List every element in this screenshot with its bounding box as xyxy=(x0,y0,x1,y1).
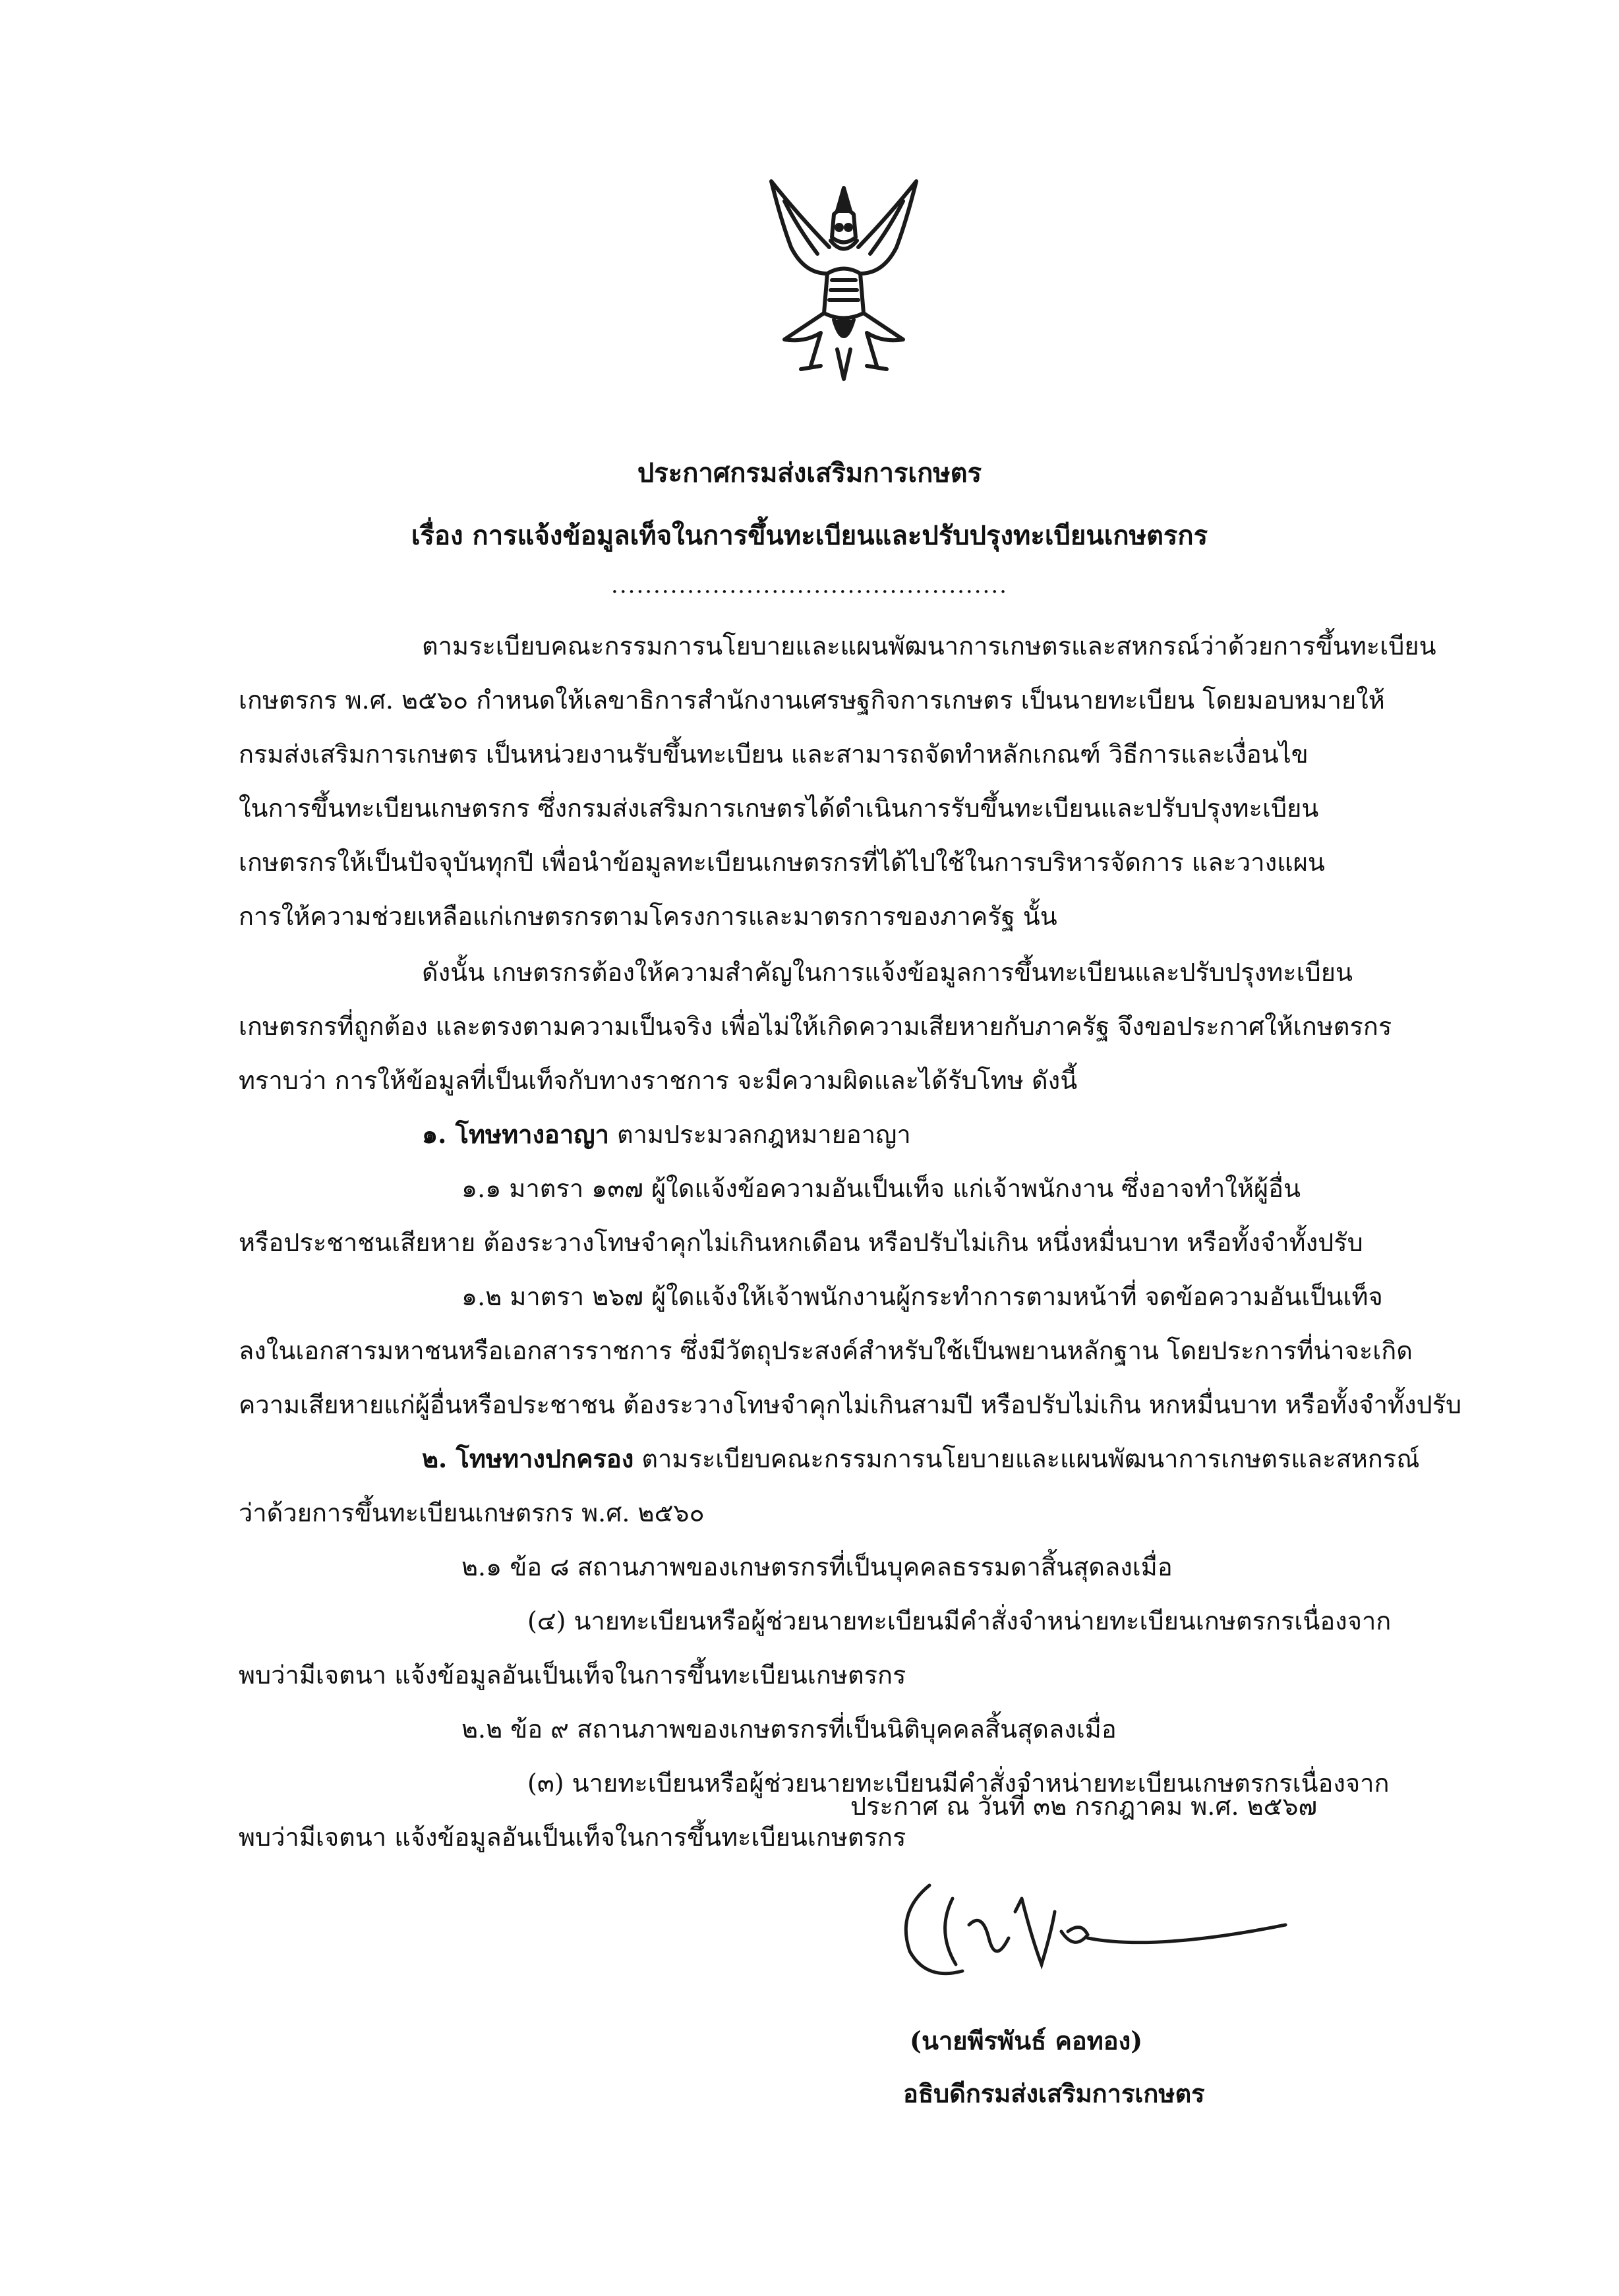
announcement-title: ประกาศกรมส่งเสริมการเกษตร xyxy=(637,457,982,488)
section-1-1-line: ๑.๑ มาตรา ๑๓๗ ผู้ใดแจ้งข้อความอันเป็นเท็จ แก่เจ้าพนักงาน ซึ่งอาจทำให้ผู้อื่น xyxy=(461,1174,1301,1203)
paragraph-1-line: การให้ความช่วยเหลือแก่เกษตรกรตามโครงการและมาตรการของภาครัฐ นั้น xyxy=(239,902,1057,931)
section-2-1-item-line: พบว่ามีเจตนา แจ้งข้อมูลอันเป็นเท็จในการขึ้นทะเบียนเกษตรกร xyxy=(239,1661,906,1690)
signature-icon xyxy=(890,1872,1299,1991)
section-2-1-line: ๒.๑ ข้อ ๘ สถานภาพของเกษตรกรที่เป็นบุคคลธรรมดาสิ้นสุดลงเมื่อ xyxy=(461,1552,1173,1581)
section-1-title: ๑. โทษทางอาญา xyxy=(422,1119,609,1149)
section-2-subtitle: ตามระเบียบคณะกรรมการนโยบายและแผนพัฒนาการเกษตรและสหกรณ์ xyxy=(633,1444,1420,1473)
paragraph-2-line: เกษตรกรที่ถูกต้อง และตรงตามความเป็นจริง เพื่อไม่ให้เกิดความเสียหายกับภาครัฐ จึงขอประกาศให้เกษตรกร xyxy=(239,1012,1392,1041)
signer-name: (นายพีรพันธ์ คอทอง) xyxy=(910,2026,1143,2055)
section-2-title: ๒. โทษทางปกครอง xyxy=(422,1444,634,1473)
section-1-2-line: ความเสียหายแก่ผู้อื่นหรือประชาชน ต้องระวางโทษจำคุกไม่เกินสามปี หรือปรับไม่เกิน หกหมื่นบาท หรือทั้งจำทั้งปรับ xyxy=(239,1390,1462,1419)
section-1-heading xyxy=(422,1115,911,1154)
section-2-2-item-line: พบว่ามีเจตนา แจ้งข้อมูลอันเป็นเท็จในการขึ้นทะเบียนเกษตรกร xyxy=(239,1823,906,1852)
section-2-heading xyxy=(422,1439,1419,1479)
paragraph-2-line: ทราบว่า การให้ข้อมูลที่เป็นเท็จกับทางราชการ จะมีความผิดและได้รับโทษ ดังนี้ xyxy=(239,1066,1078,1095)
paragraph-2-line: ดังนั้น เกษตรกรต้องให้ความสำคัญในการแจ้งข้อมูลการขึ้นทะเบียนและปรับปรุงทะเบียน xyxy=(422,958,1353,987)
announcement-subject: เรื่อง การแจ้งข้อมูลเท็จในการขึ้นทะเบียนและปรับปรุงทะเบียนเกษตรกร xyxy=(411,520,1208,551)
title-separator: ............................................... xyxy=(611,572,1008,599)
announcement-date: ประกาศ ณ วันที่ ๓๒ กรกฎาคม พ.ศ. ๒๕๖๗ xyxy=(850,1792,1318,1821)
paragraph-1-line: เกษตรกรให้เป็นปัจจุบันทุกปี เพื่อนำข้อมูลทะเบียนเกษตรกรที่ได้ไปใช้ในการบริหารจัดการ และวางแผน xyxy=(239,848,1325,877)
paragraph-1-line: เกษตรกร พ.ศ. ๒๕๖๐ กำหนดให้เลขาธิการสำนักงานเศรษฐกิจการเกษตร เป็นนายทะเบียน โดยมอบหมายให้ xyxy=(239,686,1385,715)
section-2-2-item-line: (๓) นายทะเบียนหรือผู้ช่วยนายทะเบียนมีคำสั่งจำหน่ายทะเบียนเกษตรกรเนื่องจาก xyxy=(527,1769,1390,1798)
section-1-subtitle: ตามประมวลกฎหมายอาญา xyxy=(608,1120,911,1149)
section-1-2-line: ลงในเอกสารมหาชนหรือเอกสารราชการ ซึ่งมีวัตถุประสงค์สำหรับใช้เป็นพยานหลักฐาน โดยประการที่น่าจะเกิด xyxy=(239,1336,1413,1365)
signer-title: อธิบดีกรมส่งเสริมการเกษตร xyxy=(903,2078,1205,2108)
garuda-emblem-icon xyxy=(745,175,943,392)
paragraph-1-line: กรมส่งเสริมการเกษตร เป็นหน่วยงานรับขึ้นทะเบียน และสามารถจัดทำหลักเกณฑ์ วิธีการและเงื่อนไข xyxy=(239,740,1309,769)
section-1-1-line: หรือประชาชนเสียหาย ต้องระวางโทษจำคุกไม่เกินหกเดือน หรือปรับไม่เกิน หนึ่งหมื่นบาท หรือทั้งจำทั้งปรับ xyxy=(239,1228,1363,1257)
paragraph-1-line: ตามระเบียบคณะกรรมการนโยบายและแผนพัฒนาการเกษตรและสหกรณ์ว่าด้วยการขึ้นทะเบียน xyxy=(422,632,1436,661)
paragraph-1-line: ในการขึ้นทะเบียนเกษตรกร ซึ่งกรมส่งเสริมการเกษตรได้ดำเนินการรับขึ้นทะเบียนและปรับปรุงทะเบียน xyxy=(239,794,1319,823)
section-1-2-line: ๑.๒ มาตรา ๒๖๗ ผู้ใดแจ้งให้เจ้าพนักงานผู้กระทำการตามหน้าที่ จดข้อความอันเป็นเท็จ xyxy=(461,1282,1383,1311)
section-2-2-line: ๒.๒ ข้อ ๙ สถานภาพของเกษตรกรที่เป็นนิติบุคคลสิ้นสุดลงเมื่อ xyxy=(461,1715,1117,1744)
section-2-1-item-line: (๔) นายทะเบียนหรือผู้ช่วยนายทะเบียนมีคำสั่งจำหน่ายทะเบียนเกษตรกรเนื่องจาก xyxy=(527,1606,1392,1635)
section-2-heading-cont: ว่าด้วยการขึ้นทะเบียนเกษตรกร พ.ศ. ๒๕๖๐ xyxy=(239,1498,705,1527)
